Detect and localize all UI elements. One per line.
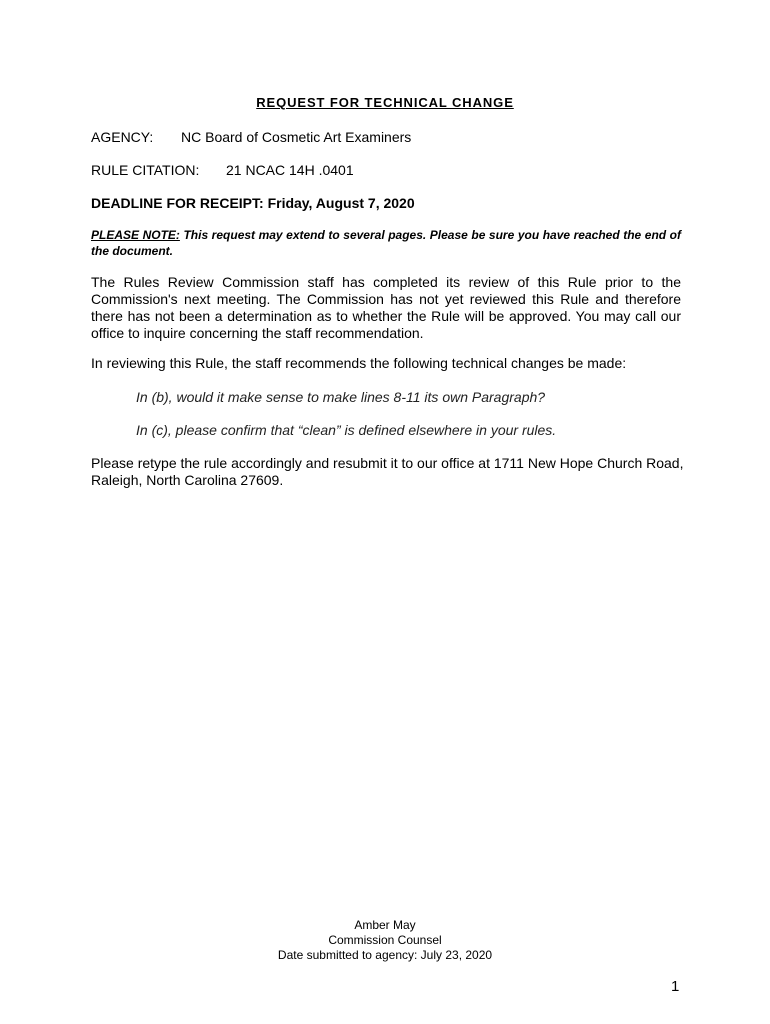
- date-submitted: Date submitted to agency: July 23, 2020: [277, 948, 493, 962]
- rule-citation-label: RULE CITATION:: [91, 162, 200, 178]
- closing-paragraph: Please retype the rule accordingly and resubmit it to our office at 1711 New Hope Church Road, Raleigh, North Carolina 27609.: [91, 455, 684, 488]
- intro-paragraph: The Rules Review Commission staff has completed its review of this Rule prior to the Commission's next meeting. The Commission has not yet reviewed this Rule and therefore there has not been a determination as to whether the Rule will be approved. You may call our office to inquire concerning the staff recommendation.: [91, 274, 681, 341]
- deadline-text: DEADLINE FOR RECEIPT: Friday, August 7, 2020: [91, 195, 415, 211]
- document-title: REQUEST FOR TECHNICAL CHANGE: [256, 95, 514, 110]
- recommendation-item: In (c), please confirm that “clean” is defined elsewhere in your rules.: [136, 422, 557, 438]
- agency-value: NC Board of Cosmetic Art Examiners: [181, 129, 412, 145]
- please-note: [91, 227, 681, 259]
- signature-name: Amber May: [354, 918, 416, 932]
- recommendation-intro: In reviewing this Rule, the staff recommends the following technical changes be made:: [91, 355, 627, 371]
- agency-label: AGENCY:: [91, 129, 154, 145]
- recommendation-item: In (b), would it make sense to make lines 8-11 its own Paragraph?: [136, 389, 546, 405]
- rule-citation-value: 21 NCAC 14H .0401: [226, 162, 354, 178]
- please-note-label: PLEASE NOTE:: [91, 228, 180, 242]
- please-note-text: This request may extend to several pages. Please be sure you have reached the end of the document.: [91, 228, 681, 258]
- page-number: 1: [671, 978, 680, 995]
- signature-title: Commission Counsel: [328, 933, 442, 947]
